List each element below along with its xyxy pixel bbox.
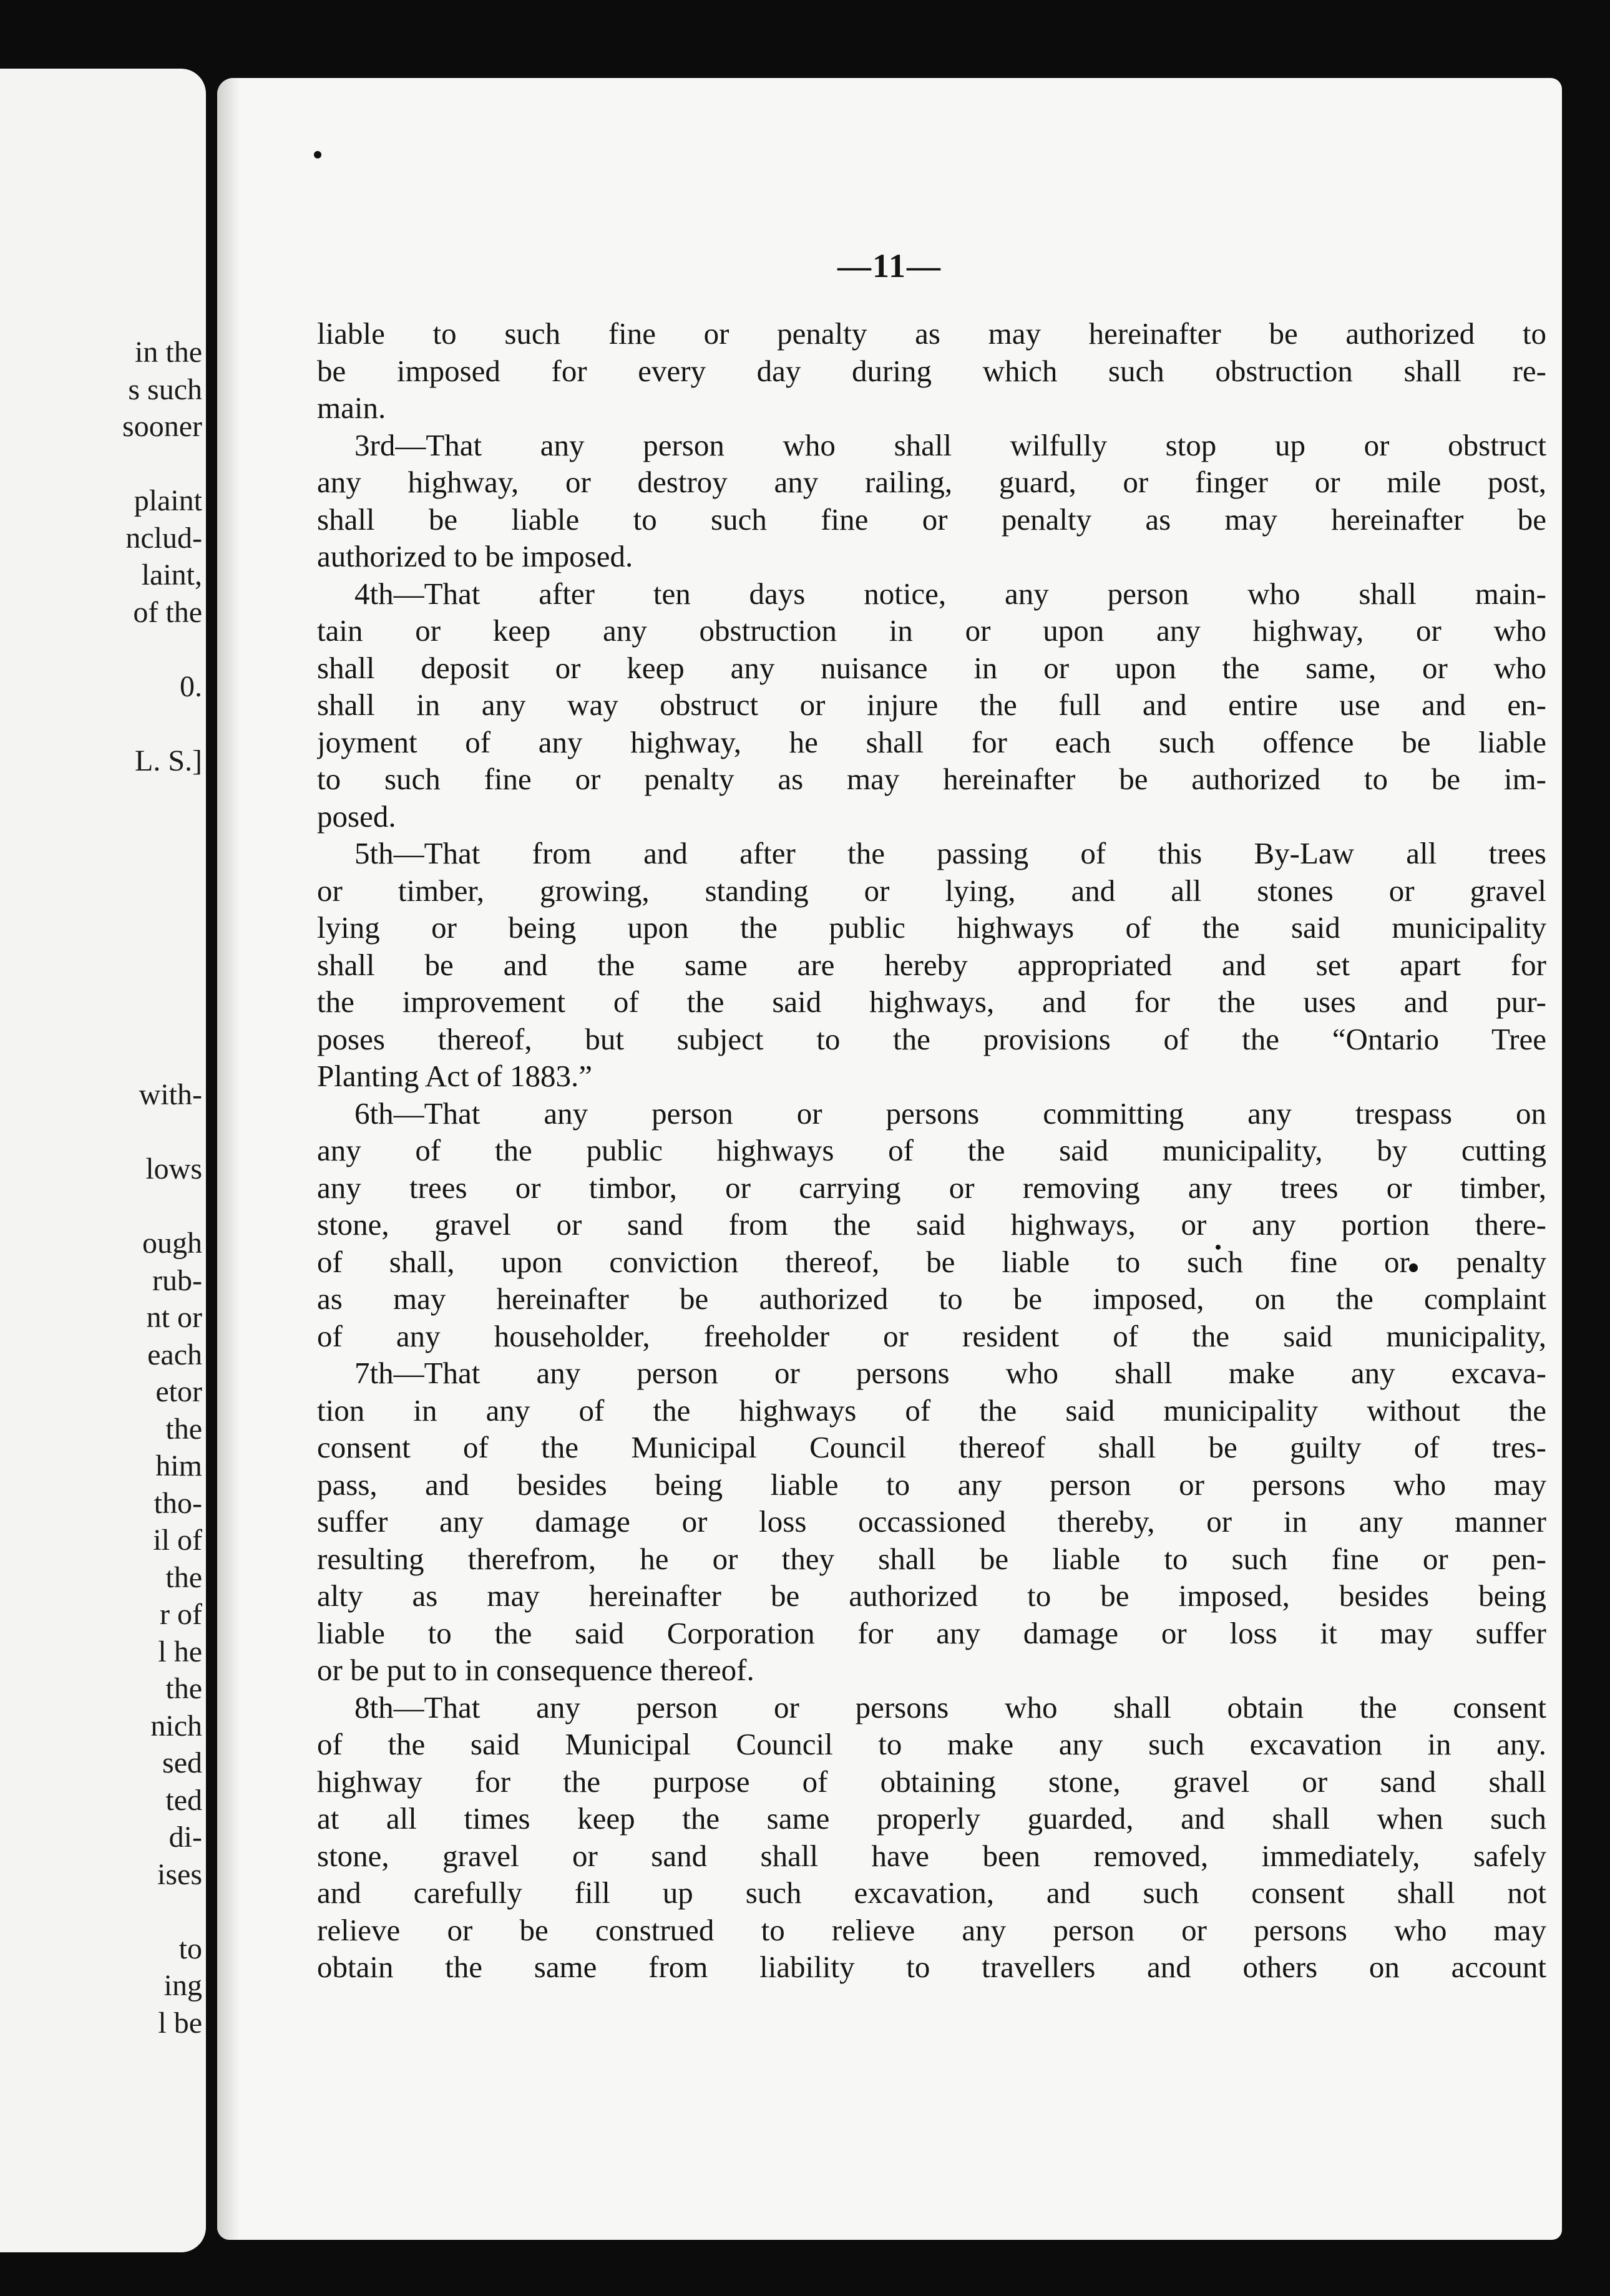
by-law-text [317, 315, 1546, 1986]
text-line: or be put to in consequence thereof. [317, 1653, 754, 1687]
text-line: 7th—That any person or persons who shall make any excava- [354, 1356, 1546, 1390]
text-line: tain or keep any obstruction in or upon any highway, or who [317, 613, 1546, 648]
margin-fragment: sed [162, 1746, 202, 1779]
text-line: tion in any of the highways of the said municipality without the [317, 1393, 1546, 1428]
margin-fragment: the [165, 1560, 202, 1594]
margin-fragment: il of [153, 1524, 202, 1557]
margin-fragment: nt or [146, 1301, 202, 1334]
margin-fragment: lows [145, 1152, 202, 1185]
margin-fragment: him [155, 1449, 202, 1482]
margin-fragment: ough [142, 1227, 202, 1260]
margin-fragment: l he [158, 1635, 202, 1668]
text-line: and carefully fill up such excavation, and such consent shall not [317, 1875, 1546, 1910]
text-line: at all times keep the same properly guarded, and shall when such [317, 1801, 1546, 1836]
text-line: relieve or be construed to relieve any person or persons who may [317, 1912, 1546, 1947]
margin-fragment: di- [168, 1821, 202, 1854]
margin-fragment: in the [135, 336, 202, 369]
text-line: the improvement of the said highways, and for the uses and pur- [317, 985, 1546, 1019]
text-line: stone, gravel or sand from the said highways, or any portion there- [317, 1207, 1546, 1242]
margin-fragment: r of [160, 1598, 202, 1631]
margin-fragment: tho- [154, 1486, 202, 1520]
text-line: joyment of any highway, he shall for each such offence be liable [317, 724, 1546, 759]
text-line: liable to such fine or penalty as may hereinafter be authorized to [317, 316, 1546, 351]
text-line: any highway, or destroy any railing, guard, or finger or mile post, [317, 465, 1546, 499]
ink-speck [314, 151, 321, 158]
text-line: any trees or timbor, or carrying or removing any trees or timber, [317, 1170, 1546, 1205]
margin-fragment: etor [155, 1375, 202, 1408]
text-line: to such fine or penalty as may hereinafter be authorized to be im- [317, 762, 1546, 796]
text-line: resulting therefrom, he or they shall be liable to such fine or pen- [317, 1541, 1546, 1576]
margin-fragment: sooner [122, 410, 202, 443]
margin-fragment: to [178, 1932, 202, 1965]
margin-fragment: s such [128, 372, 202, 406]
text-line: stone, gravel or sand shall have been removed, immediately, safely [317, 1838, 1546, 1873]
text-line: posed. [317, 799, 396, 834]
margin-fragment: each [147, 1338, 202, 1371]
margin-fragment: with- [139, 1078, 202, 1111]
text-line: of the said Municipal Council to make any such excavation in any. [317, 1727, 1546, 1761]
text-line: lying or being upon the public highways of the said municipality [317, 910, 1546, 945]
text-line: alty as may hereinafter be authorized to be imposed, besides being [317, 1578, 1546, 1613]
text-line: liable to the said Corporation for any damage or loss it may suffer [317, 1615, 1546, 1650]
margin-fragment: the [165, 1412, 202, 1446]
margin-fragment: of the [133, 595, 202, 629]
page-gutter-shadow [217, 78, 240, 2240]
text-line: or timber, growing, standing or lying, and all stones or gravel [317, 873, 1546, 908]
text-line: as may hereinafter be authorized to be imposed, on the complaint [317, 1282, 1546, 1316]
page-number: —11— [837, 247, 942, 285]
text-line: Planting Act of 1883.” [317, 1059, 592, 1093]
text-line: highway for the purpose of obtaining stone, gravel or sand shall [317, 1764, 1546, 1799]
margin-fragment: ted [165, 1783, 202, 1817]
text-line: be imposed for every day during which such obstruction shall re- [317, 353, 1546, 388]
margin-fragment: plaint [134, 484, 202, 517]
margin-fragment: ises [157, 1857, 202, 1891]
text-line: of any householder, freeholder or resident of the said municipality, [317, 1318, 1546, 1353]
text-line: consent of the Municipal Council thereof shall be guilty of tres- [317, 1430, 1546, 1464]
text-line: shall in any way obstruct or injure the full and entire use and en- [317, 688, 1546, 722]
margin-fragment: ing [163, 1969, 202, 2002]
text-line: of shall, upon conviction thereof, be liable to such fine or penalty [317, 1244, 1546, 1279]
text-line: authorized to be imposed. [317, 539, 633, 573]
margin-fragment: nich [150, 1709, 202, 1743]
margin-fragment: l be [158, 2006, 202, 2040]
text-line: shall be and the same are hereby appropriated and set apart for [317, 947, 1546, 982]
left-page-fragment [0, 69, 206, 2252]
text-line: any of the public highways of the said municipality, by cutting [317, 1133, 1546, 1167]
text-line: 4th—That after ten days notice, any person who shall main- [354, 576, 1546, 611]
right-page [217, 78, 1562, 2240]
margin-fragment: L. S.] [135, 744, 202, 777]
text-line: 8th—That any person or persons who shall obtain the consent [354, 1690, 1546, 1724]
text-line: 5th—That from and after the passing of this By-Law all trees [354, 836, 1546, 870]
text-line: suffer any damage or loss occassioned thereby, or in any manner [317, 1504, 1546, 1539]
margin-fragment: 0. [180, 669, 202, 703]
text-line: 6th—That any person or persons committing any trespass on [354, 1096, 1546, 1131]
text-line: obtain the same from liability to travellers and others on account [317, 1950, 1546, 1984]
text-line: shall deposit or keep any nuisance in or upon the same, or who [317, 650, 1546, 685]
text-line: shall be liable to such fine or penalty as may hereinafter be [317, 502, 1546, 537]
text-line: poses thereof, but subject to the provisions of the “Ontario Tree [317, 1021, 1546, 1056]
margin-fragment: nclud- [125, 521, 202, 555]
margin-fragment: the [165, 1672, 202, 1705]
text-line: 3rd—That any person who shall wilfully stop up or obstruct [354, 427, 1546, 462]
margin-fragment: rub- [152, 1263, 202, 1297]
text-line: pass, and besides being liable to any person or persons who may [317, 1467, 1546, 1502]
text-line: main. [317, 391, 386, 425]
margin-fragment: laint, [141, 558, 202, 591]
